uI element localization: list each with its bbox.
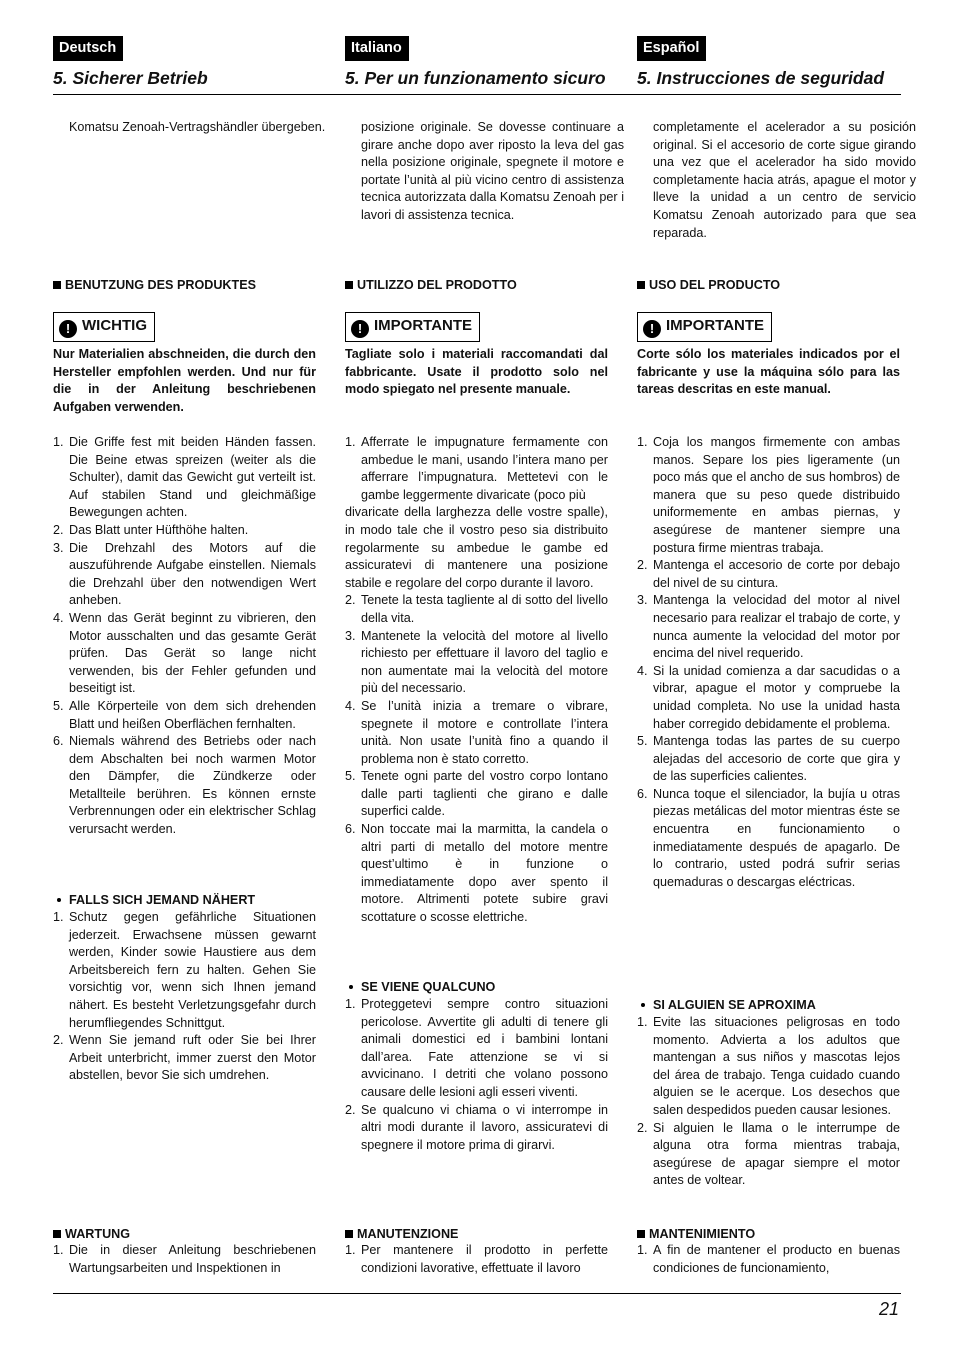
list-item: 1. Per mantenere il prodotto in perfette condizioni lavorative, effettuate il lavoro: [345, 1243, 608, 1275]
approach-heading-de: FALLS SICH JEMAND NÄHERT: [53, 892, 316, 909]
list-item: 5. Mantenga todas las partes de su cuerpo alejadas del accesorio de corte que gira y de las superficies calientes.: [637, 734, 900, 784]
column-espanol: [637, 36, 916, 1275]
list-item: 2. Si alguien le llama o le interrumpe de alguna otra forma mientras trabaja, asegúrese de apagar siempre el motor antes de voltear.: [637, 1120, 900, 1188]
square-bullet-icon: [637, 281, 645, 289]
use-heading-es: USO DEL PRODUCTO: [637, 277, 900, 294]
list-item: 1. Coja los mangos firmemente con ambas manos. Separe los pies ligeramente (un poco más que el ancho de sus hombros) de manera que su peso quede distribuido uniformemente en ambas piernas, y asegúrese de mantener siempre una postura firme mientras trabaja.: [637, 435, 900, 555]
maintenance-list-de: [53, 1242, 316, 1277]
warning-box-de: [53, 312, 316, 342]
list-item: 2. Das Blatt unter Hüfthöhe halten.: [53, 522, 249, 537]
square-bullet-icon: [53, 1230, 61, 1238]
list-item: 6. Nunca toque el silenciador, la bujía u otras piezas metálicas del motor mientras éste se encuentra en funcionamiento o inmediatamente después de apagarlo. De lo contrario, usted podrá sufrir serias quemaduras o descargas eléctricas.: [637, 786, 900, 889]
continued-text-de: Komatsu Zenoah-Vertragshändler übergeben.: [69, 120, 326, 134]
warning-label-es: IMPORTANTE: [666, 317, 765, 334]
approach-list-es: [637, 1014, 900, 1190]
use-heading-de: BENUTZUNG DES PRODUKTES: [53, 277, 316, 294]
column-deutsch: [53, 36, 326, 1275]
list-item: 5. Alle Körperteile von dem sich drehenden Blatt und heißen Oberflächen fernhalten.: [53, 698, 316, 731]
maintenance-list-es: [637, 1242, 900, 1277]
maintenance-heading-it: MANUTENZIONE: [345, 1226, 608, 1243]
square-bullet-icon: [53, 281, 61, 289]
warning-label-it: IMPORTANTE: [374, 317, 473, 334]
usage-list-es: [637, 434, 900, 891]
footer-rule: [53, 1293, 901, 1294]
list-item: 3. Mantenga la velocidad del motor al nivel necesario para realizar el trabajo de corte, y nunca aumente la velocidad del motor por encima del nivel requerido.: [637, 593, 900, 661]
warning-box-it: [345, 312, 608, 342]
use-heading-it: UTILIZZO DEL PRODOTTO: [345, 277, 608, 294]
dot-bullet-icon: [57, 898, 61, 902]
list-item: 1. Evite las situaciones peligrosas en todo momento. Advierta a los adultos que mantengan a sus niños y mascotas lejos del área de trabajo. Tenga cuidado cuando alguien se le acerque. Los desechos que salen despedidos pueden causar lesiones.: [637, 1015, 900, 1117]
list-item: 1. A fin de mantener el producto en buenas condiciones de funcionamiento,: [637, 1243, 900, 1275]
list-item: 1. Proteggetevi sempre contro situazioni pericolose. Avvertite gli adulti di tenere gli animali domestici ed i bambini lontani dall’area. Fate attenzione se vi si avvicinano. I detriti che volano possono causare delle lesioni agli esseri viventi.: [345, 997, 608, 1099]
list-item: 2. Tenete la testa tagliente al di sotto del livello della vita.: [345, 593, 608, 625]
list-item: 2. Wenn Sie jemand ruft oder Sie bei Ihrer Arbeit unterbricht, immer zuerst den Motor abstellen, bevor Sie sich umdrehen.: [53, 1033, 316, 1083]
approach-heading-it: SE VIENE QUALCUNO: [345, 979, 608, 996]
usage-list-de: [53, 434, 316, 839]
maintenance-heading-de: WARTUNG: [53, 1226, 316, 1243]
list-item: 1. Schutz gegen gefährliche Situationen jederzeit. Erwachsene müssen gewarnt werden, Kinder sowie Haustiere aus dem Arbeitsbereich fern zu halten. Gehen Sie vorsichtig vor, wenn sich Ihnen jemand nähert. Es besteht Verletzungsgefahr durch herumfliegendes Schnittgut.: [53, 910, 316, 1030]
section-title-de: 5. Sicherer Betrieb: [53, 68, 208, 88]
dot-bullet-icon: [641, 1003, 645, 1007]
maintenance-heading-es: MANTENIMIENTO: [637, 1226, 900, 1243]
list-item: 5. Tenete ogni parte del vostro corpo lontano dalle parti taglienti che girano e dalle superfici calde.: [345, 769, 608, 819]
list-item: 6. Non toccate mai la marmitta, la candela o altri parti di metallo del motore mentre quest’ultimo è in funzione o immediatamente dopo aver spento il motore. Altrimenti potete subire gravi scottature o scosse elettriche.: [345, 822, 608, 925]
square-bullet-icon: [637, 1230, 645, 1238]
header-rule: [53, 94, 901, 95]
square-bullet-icon: [345, 281, 353, 289]
approach-list-it: [345, 996, 608, 1154]
maintenance-list-it: [345, 1242, 608, 1277]
approach-heading-es: SI ALGUIEN SE APROXIMA: [637, 997, 900, 1014]
list-item: 4. Wenn das Gerät beginnt zu vibrieren, den Motor ausschalten und das gesamte Gerät prüfen. Das Gerät so lange nicht verwenden, bis der Fehler gefunden und beseitigt ist.: [53, 610, 316, 696]
warning-box-es: [637, 312, 900, 342]
warning-text-de: Nur Materialien abschneiden, die durch den Hersteller empfohlen werden. Und nur für die in der Anleitung beschriebenen Aufgaben verwenden.: [53, 347, 316, 414]
warning-label-de: WICHTIG: [82, 317, 147, 334]
continued-text-it: posizione originale. Se dovesse continuare a girare anche dopo aver riposto la leva del gas nella posizione originale, spegnete il motore e portate l’unità al più vicino centro di assistenza tecnica autorizzata dalla Komatsu Zenoah per i lavori di assistenza tecnica.: [361, 120, 624, 222]
exclamation-icon: !: [59, 320, 77, 338]
language-tab-espanol: Español: [637, 36, 706, 61]
page-number: 21: [878, 1299, 899, 1319]
list-item: 3. Mantenete la velocità del motore al livello richiesto per effettuare il lavoro del taglio e non aumentate mai la velocità del motore più del necessario.: [345, 628, 608, 696]
list-item: 1. Die Griffe fest mit beiden Händen fassen. Die Beine etwas spreizen (weiter als die Schulter), damit das Gewicht gut verteilt ist. Auf stabilen Stand und gleichmäßige Bewegungen achten.: [53, 435, 316, 520]
list-item: 1. Afferrate le impugnature fermamente con ambedue le mani, usando l’intera mano per afferrare l’impugnatura. Mettetevi con le gambe leggermente divaricate (poco più: [345, 435, 608, 502]
warning-text-es: Corte sólo los materiales indicados por el fabricante y use la máquina sólo para las tareas descritas en este manual.: [637, 347, 900, 397]
dot-bullet-icon: [349, 985, 353, 989]
square-bullet-icon: [345, 1230, 353, 1238]
language-tab-deutsch: Deutsch: [53, 36, 123, 61]
list-item-continuation: divaricate della larghezza delle vostre spalle), in modo tale che il vostro peso sia distribuito regolarmente su ambedue le gambe ed assicuratevi di mantenere una posizione stabile e regolare del corpo durante il lavoro.: [345, 505, 608, 590]
exclamation-icon: !: [351, 320, 369, 338]
continued-text-es: completamente el acelerador a su posición original. Si el accesorio de corte sigue girando una vez que el acelerador ha sido movido completamente hacia atrás, apague el motor y lleve la unidad a un centro de servicio Komatsu Zenoah autorizado para que sea reparada.: [653, 120, 916, 240]
warning-text-it: Tagliate solo i materiali raccomandati dal fabbricante. Usate il prodotto solo nel modo spiegato nel presente manuale.: [345, 347, 608, 397]
list-item: 1. Die in dieser Anleitung beschriebenen Wartungsarbeiten und Inspektionen in: [53, 1243, 316, 1275]
section-title-es: 5. Instrucciones de seguridad: [637, 68, 885, 88]
language-tab-italiano: Italiano: [345, 36, 409, 61]
section-title-it: 5. Per un funzionamento sicuro: [345, 68, 606, 88]
list-item: 2. Mantenga el accesorio de corte por debajo del nivel de su cintura.: [637, 558, 900, 590]
column-italiano: [345, 36, 624, 1275]
list-item: 4. Se l’unità inizia a tremare o vibrare, spegnete il motore e controllate l’intera unità. Non usate l’unità fino a quando il problema non è stato corretto.: [345, 698, 608, 766]
list-item: 6. Niemals während des Betriebs oder nach dem Abschalten bei noch warmen Motor den Dämpfer, die Zündkerze oder Metallteile berühren. Es können ernste Verbrennungen oder ein elektrischer Schlag verursacht werden.: [53, 734, 316, 837]
list-item: 2. Se qualcuno vi chiama o vi interrompe in altri modi durante il lavoro, assicuratevi di spegnere il motore prima di girarvi.: [345, 1102, 608, 1152]
usage-list-it: [345, 434, 608, 927]
approach-list-de: [53, 909, 316, 1085]
exclamation-icon: !: [643, 320, 661, 338]
list-item: 4. Si la unidad comienza a dar sacudidas o a vibrar, apague el motor y compruebe la unidad completa. No use la unidad hasta haber corregido debidamente el problema.: [637, 663, 900, 731]
list-item: 3. Die Drehzahl des Motors auf die auszuführende Aufgabe einstellen. Niemals die Drehzahl über den notwendigen Wert anheben.: [53, 540, 316, 608]
